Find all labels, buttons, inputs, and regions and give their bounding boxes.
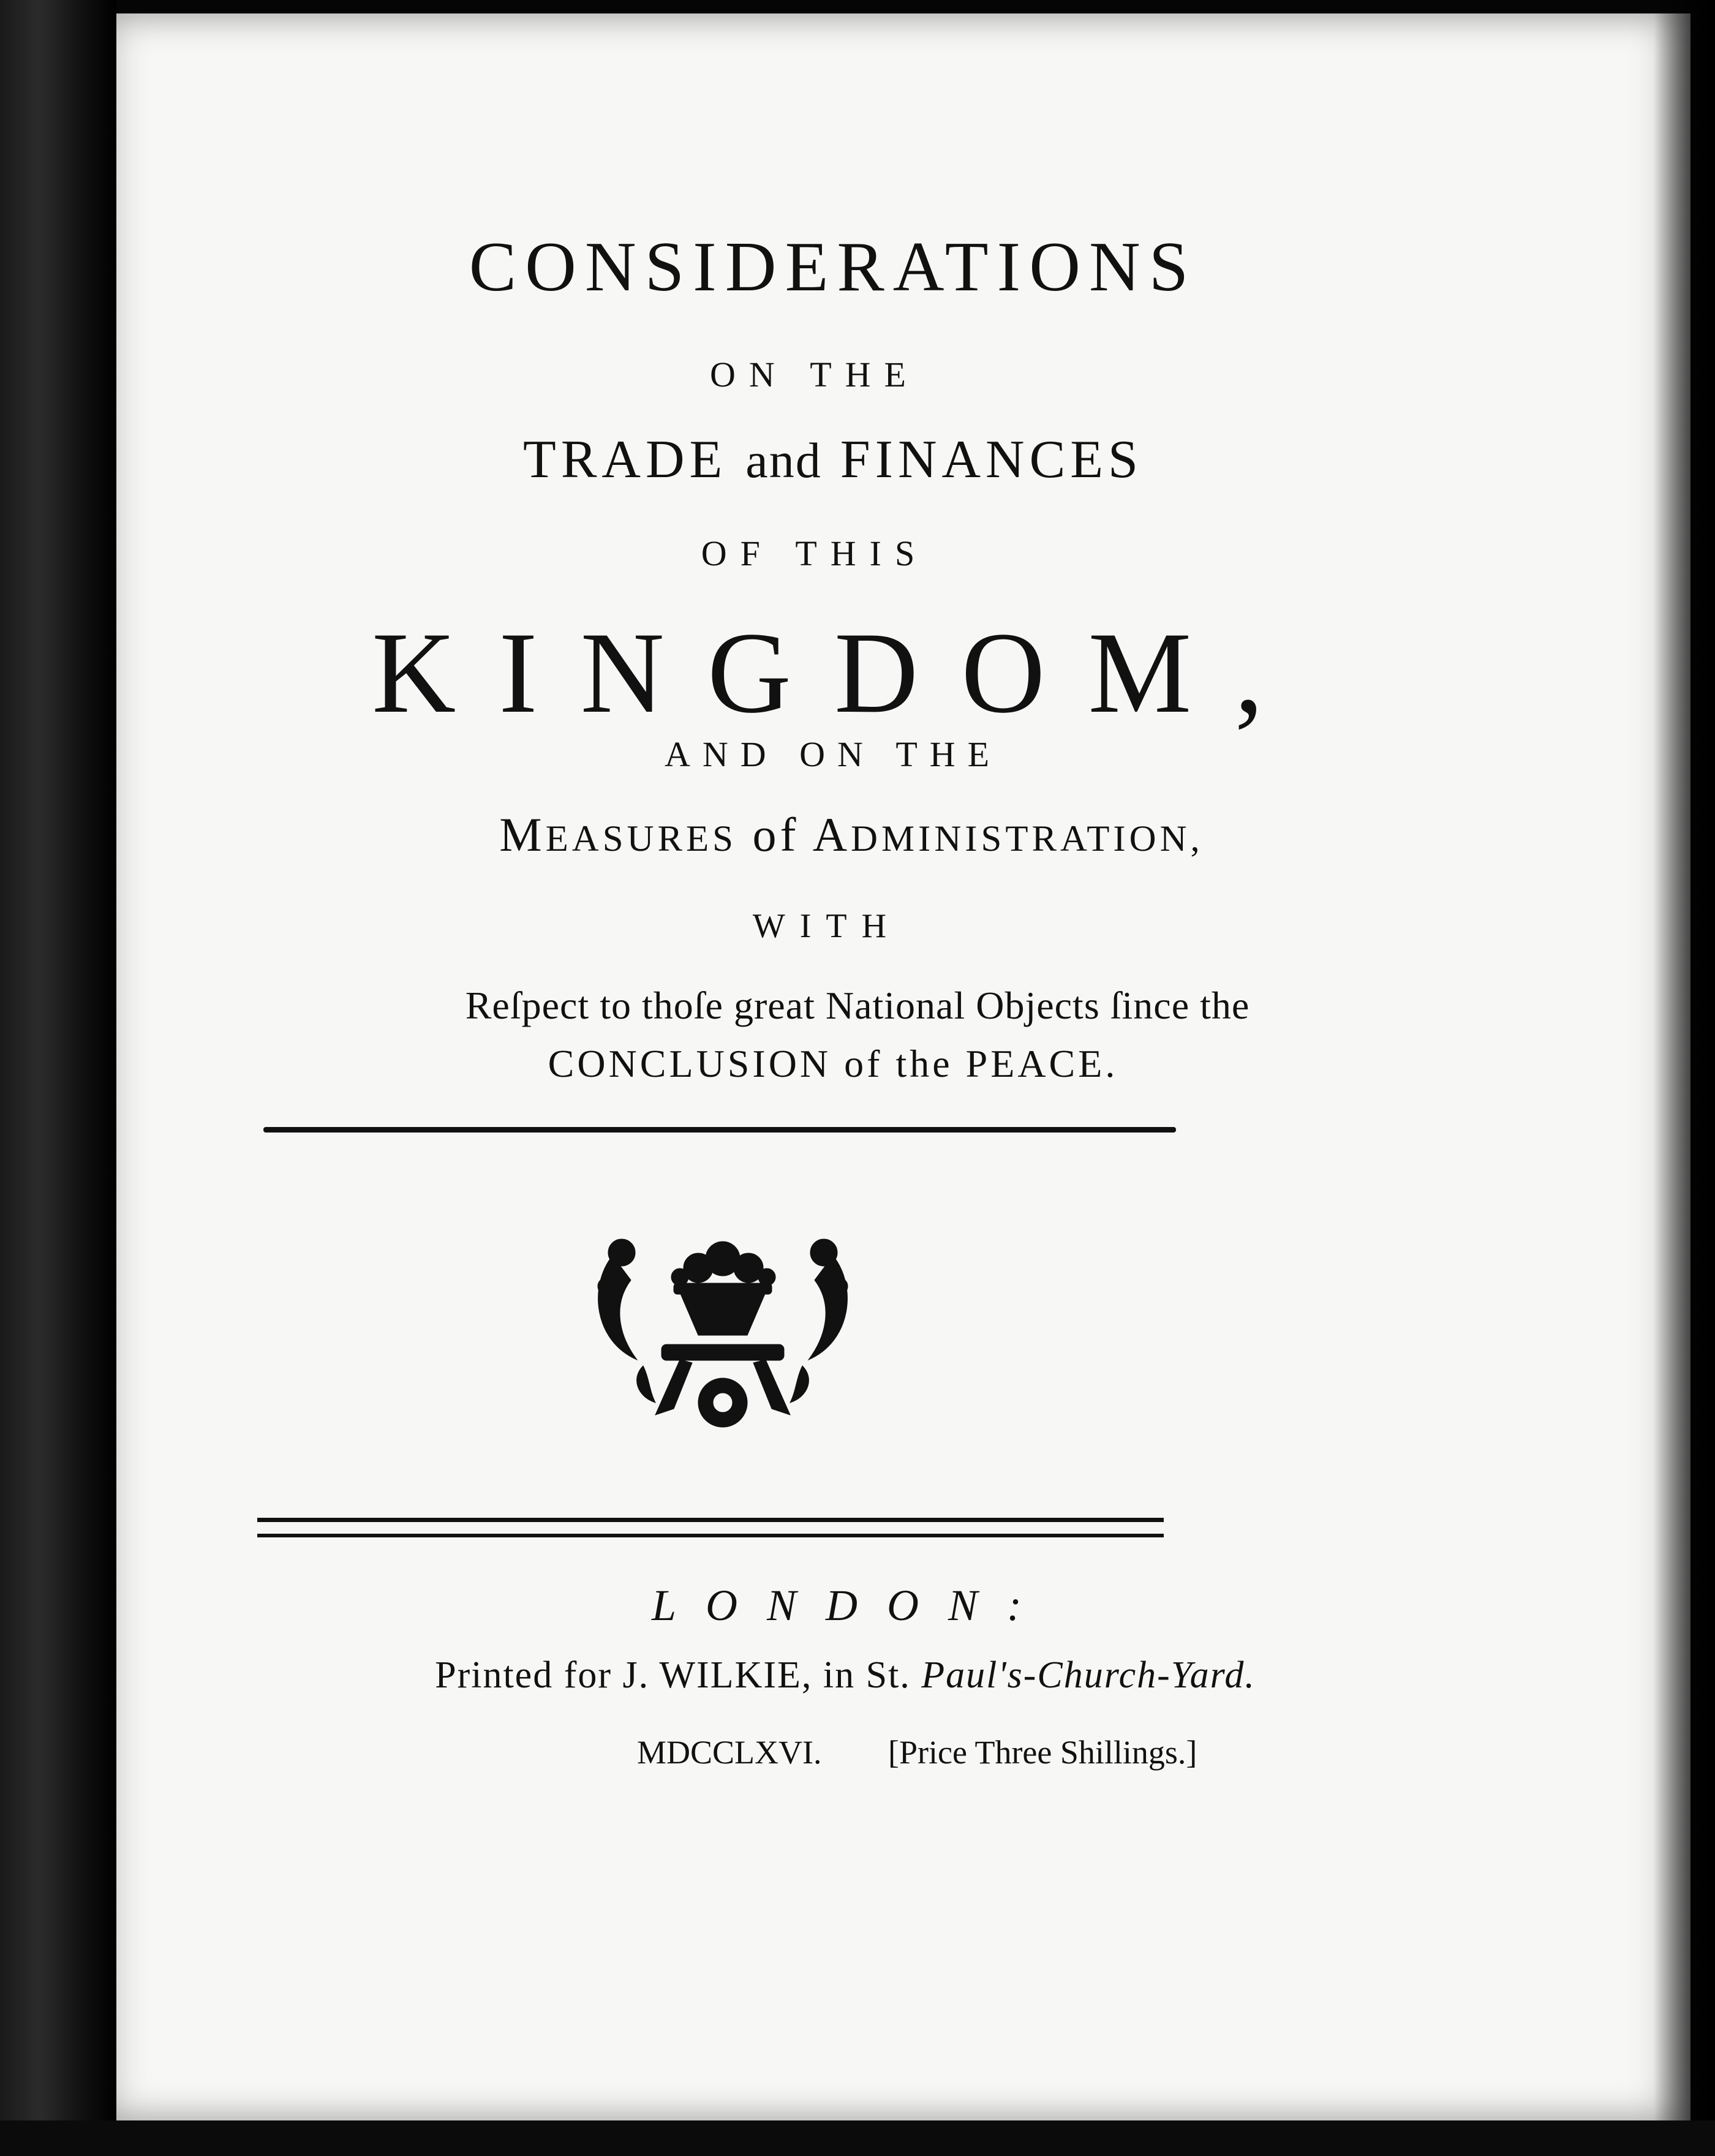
kingdom-heading: KINGDOM, <box>372 609 1306 737</box>
finances-word: FINANCES <box>840 430 1143 489</box>
measures-rest: EASURES <box>545 818 737 859</box>
measures-initial: M <box>499 808 546 861</box>
imprint-place: Paul's-Church-Yard. <box>921 1654 1256 1696</box>
bottom-margin-strip <box>0 2120 1715 2156</box>
printed-for-text: Printed for J. <box>435 1654 650 1696</box>
flower-basket-ornament-icon <box>588 1219 858 1439</box>
imprint-year: MDCCLXVI. <box>637 1734 822 1771</box>
peace-word: PEACE. <box>965 1042 1118 1085</box>
double-rule-bottom <box>257 1534 1164 1537</box>
of-word: of <box>752 808 800 861</box>
double-rule-top <box>257 1518 1164 1522</box>
in-st-text: in St. <box>823 1654 911 1696</box>
trade-word: TRADE <box>522 430 728 489</box>
imprint-city: LONDON: <box>651 1581 1052 1630</box>
imprint-printed-for <box>0 1654 1703 1697</box>
publisher-name: WILKIE, <box>659 1654 813 1696</box>
subtitle-respect-line: Reſpect to thoſe great National Objects ſince the <box>465 984 1250 1027</box>
subtitle-of-this: OF THIS <box>701 533 929 573</box>
conclusion-word: CONCLUSION <box>548 1042 832 1085</box>
and-word: and <box>745 432 822 488</box>
subtitle-measures-of-administration <box>0 807 1709 862</box>
subtitle-on-the: ON THE <box>710 355 919 394</box>
subtitle-and-on-the: AND ON THE <box>664 734 1002 774</box>
administration-rest: DMINISTRATION, <box>851 818 1204 859</box>
subtitle-conclusion-line <box>0 1041 1691 1087</box>
horizontal-rule-upper <box>263 1127 1176 1133</box>
imprint-price: [Price Three Shillings.] <box>888 1734 1197 1771</box>
of-the-words: of the <box>844 1042 953 1085</box>
subtitle-trade-and-finances <box>0 429 1691 491</box>
subtitle-with: WITH <box>752 907 902 945</box>
main-title: CONSIDERATIONS <box>469 228 1197 306</box>
administration-initial: A <box>812 808 851 861</box>
